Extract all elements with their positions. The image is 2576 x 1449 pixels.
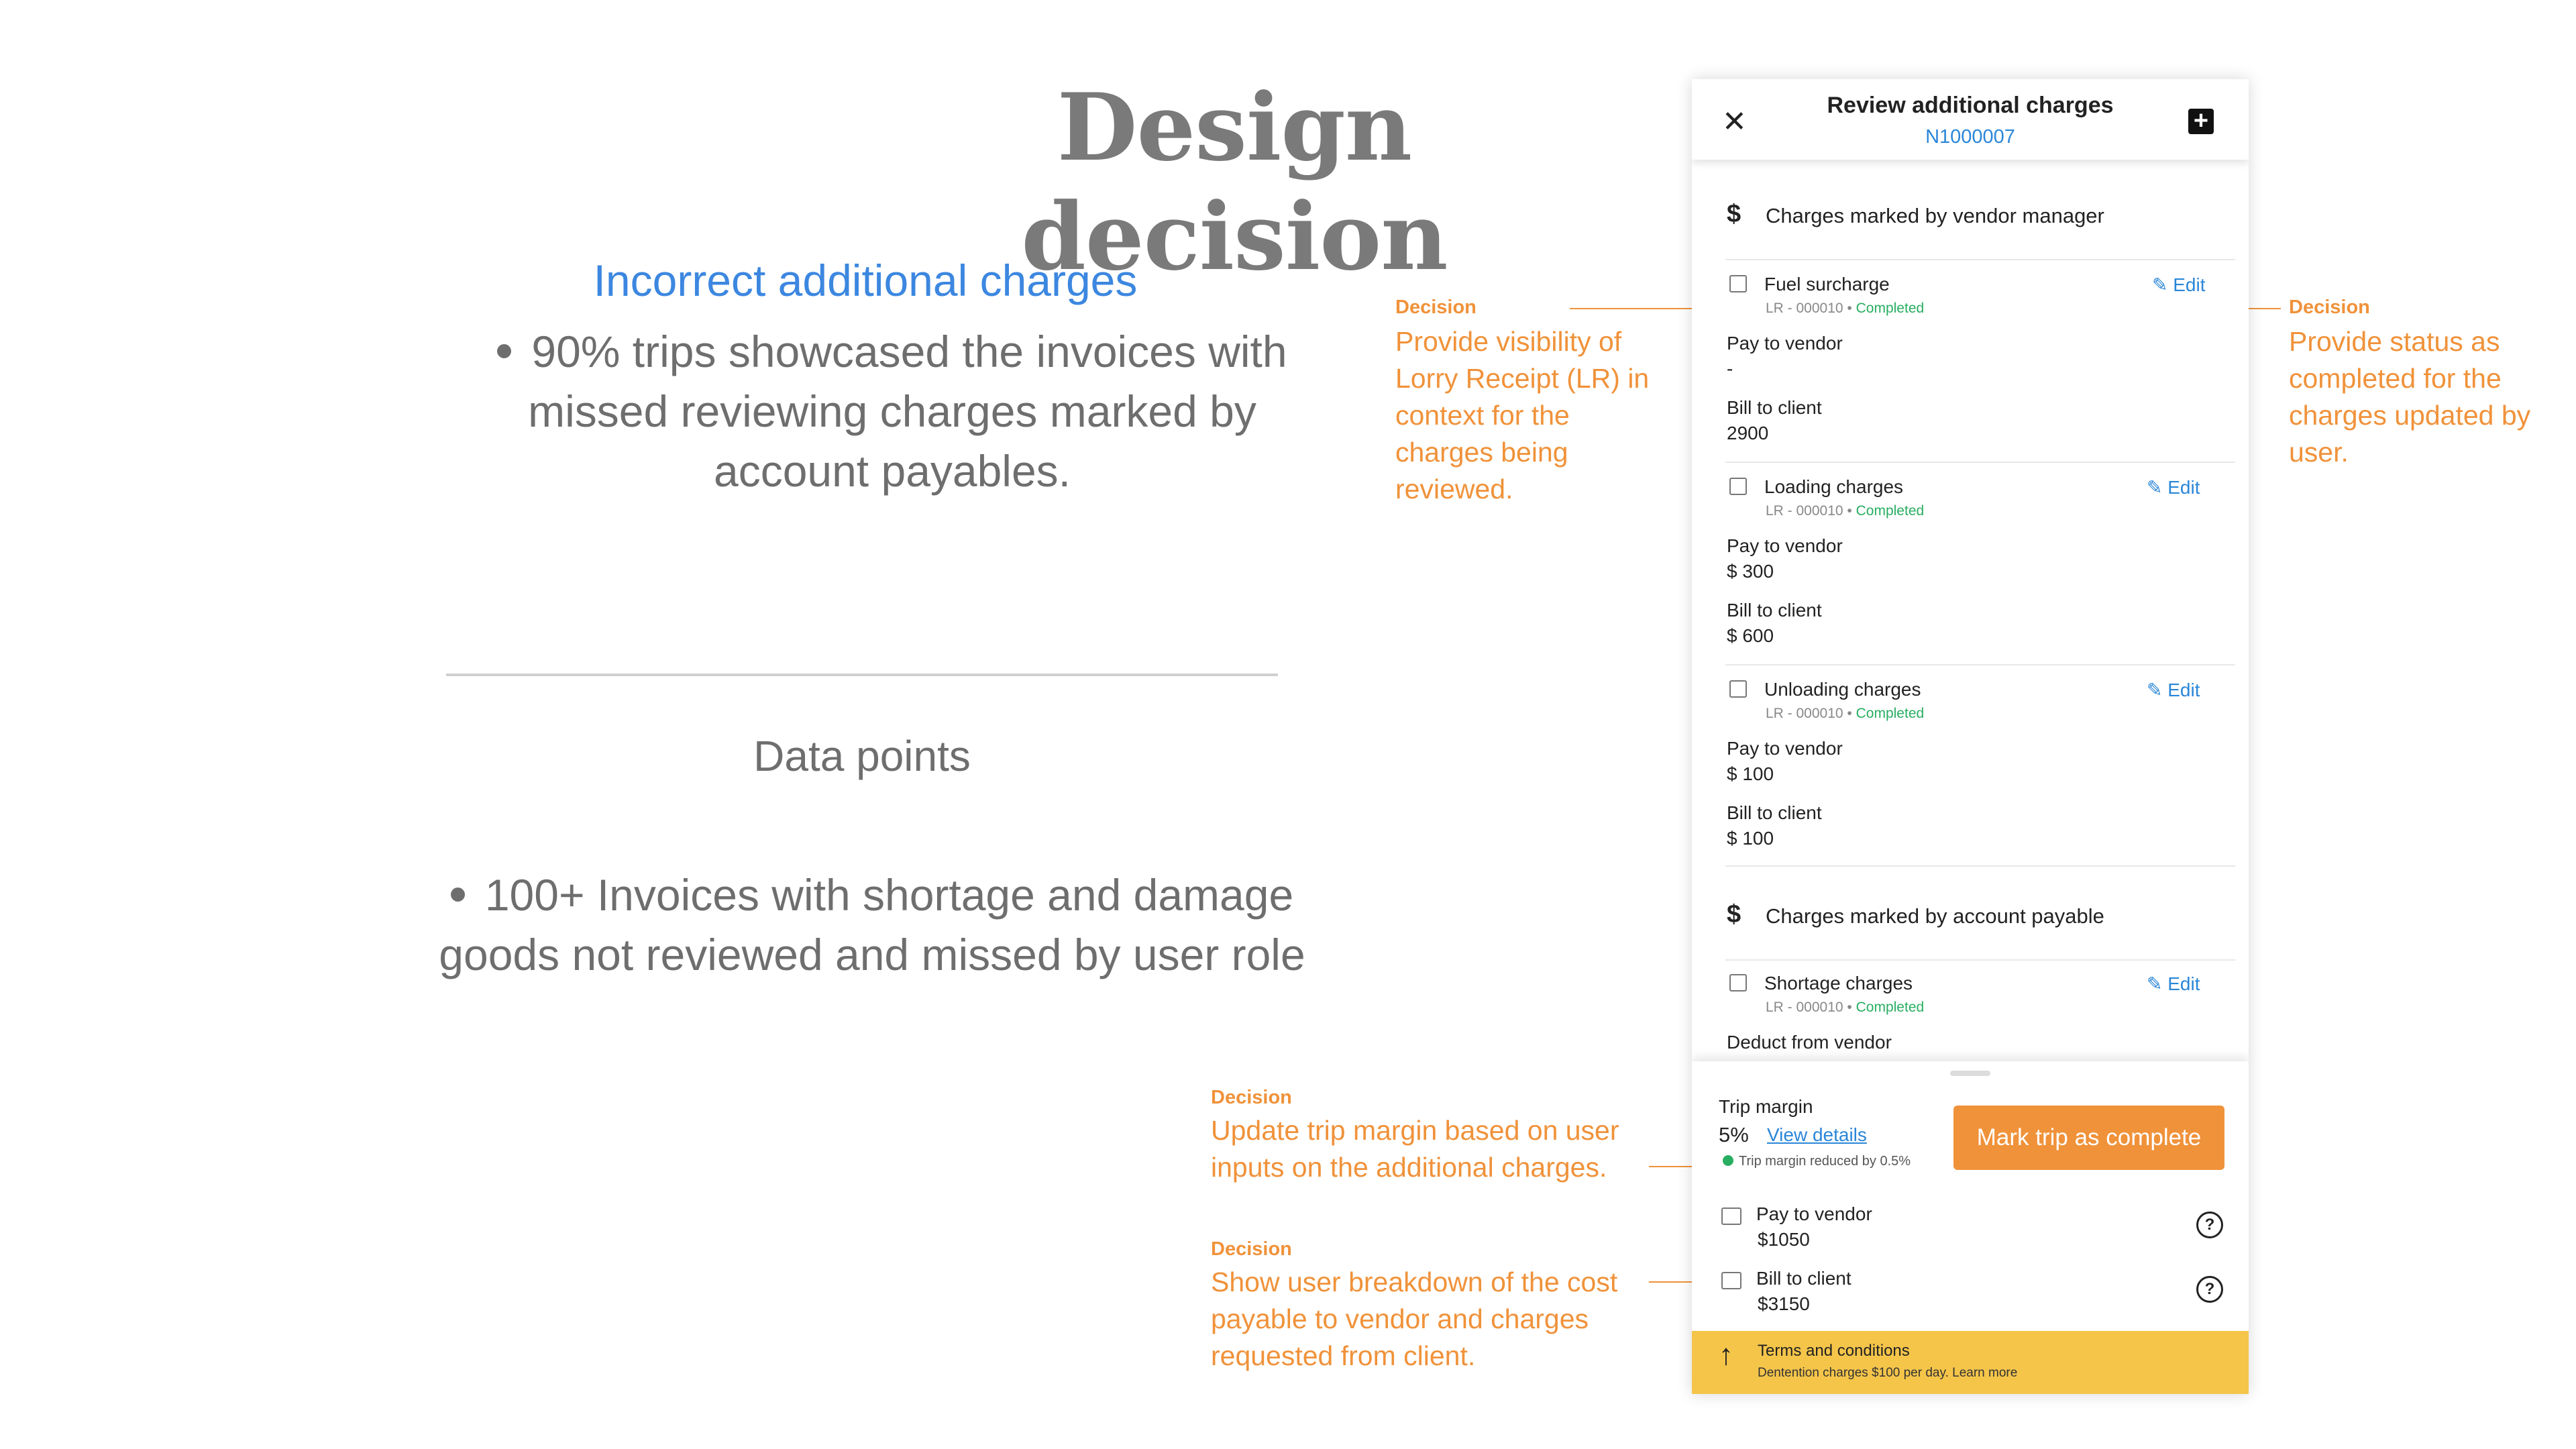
divider [1725,259,2235,260]
lr-number: LR - 000010 [1766,503,1843,519]
edit-button[interactable] [2147,973,2200,995]
field-label: Pay to vendor [1727,738,1843,759]
problem-bullet: 90% trips showcased the invoices with missed reviewing charges marked by account payables. [528,327,1287,496]
arrow-up-icon[interactable]: ↑ [1719,1338,1733,1371]
charge-name: Fuel surcharge [1764,274,1890,294]
invoice-icon [1721,1272,1741,1289]
help-icon[interactable]: ? [2196,1212,2223,1238]
charge-meta: LR - 000010 • Completed [1766,503,1925,519]
trip-id[interactable]: N1000007 [1925,126,2015,148]
review-charges-panel [1692,79,2249,1394]
divider [1725,865,2235,867]
field-value: - [1727,358,1733,379]
annotation-cost-breakdown: Show user breakdown of the cost payable to vendor and charges requested from client. [1211,1267,1618,1371]
pay-to-vendor-label: Pay to vendor [1756,1203,1872,1224]
section-heading-account-payable: Charges marked by account payable [1766,904,2104,928]
sheet-drag-handle[interactable] [1950,1071,1990,1076]
bill-to-client-label: Bill to client [1756,1268,1851,1289]
edit-button[interactable] [2152,274,2206,296]
trip-margin-value: 5% [1719,1123,1749,1146]
warehouse-icon [1729,680,1747,698]
pencil-icon: ✎ [2147,973,2163,994]
annotation-label: Decision [1395,297,1477,318]
dollar-icon: $ [1727,900,1741,928]
slide-title: Design decision [1021,72,1448,291]
status-badge: Completed [1856,706,1925,721]
charge-name: Unloading charges [1764,679,1921,700]
charge-name: Shortage charges [1764,973,1913,994]
status-badge: Completed [1856,301,1925,316]
charge-meta: LR - 000010 • Completed [1766,301,1925,316]
lr-number: LR - 000010 [1766,1000,1843,1015]
help-icon[interactable]: ? [2196,1276,2223,1303]
warehouse-icon [1729,478,1747,495]
edit-label: Edit [2167,973,2200,994]
field-label: Bill to client [1727,600,1822,621]
problem-title: Incorrect additional charges [593,256,1138,305]
wallet-icon [1721,1208,1741,1225]
terms-title: Terms and conditions [1758,1342,1910,1360]
bill-to-client-value: $3150 [1758,1293,1810,1314]
edit-label: Edit [2167,477,2200,498]
field-label: Pay to vendor [1727,333,1843,354]
terms-subtitle: Dentention charges $100 per day. Learn more [1758,1366,2018,1380]
field-value: $ 300 [1727,561,1774,582]
annotation-trip-margin: Update trip margin based on user inputs on the additional charges. [1211,1115,1619,1183]
status-badge: Completed [1856,503,1925,519]
edit-button[interactable] [2147,476,2200,498]
fuel-pump-icon [1729,275,1747,292]
divider [1725,462,2235,463]
field-label: Bill to client [1727,802,1822,823]
terms-banner[interactable] [1692,1331,2249,1394]
edit-label: Edit [2173,274,2206,295]
dollar-icon: $ [1727,200,1741,228]
annotation-label: Decision [1211,1238,1292,1260]
field-value: $ 600 [1727,625,1774,646]
plus-icon[interactable]: + [2188,109,2214,134]
field-value: $ 100 [1727,828,1774,849]
mark-trip-complete-button[interactable]: Mark trip as complete [1953,1106,2224,1170]
field-label: Deduct from vendor [1727,1032,1892,1053]
annotation-label: Decision [1211,1087,1292,1108]
pay-to-vendor-value: $1050 [1758,1229,1810,1250]
field-label: Pay to vendor [1727,535,1843,556]
field-label: Bill to client [1727,397,1822,418]
data-point-bullet: 100+ Invoices with shortage and damage goods not reviewed and missed by user role [439,870,1305,979]
section-divider [446,674,1278,676]
data-points-title: Data points [753,732,971,780]
annotation-lr-visibility: Provide visibility of Lorry Receipt (LR) in context for the charges being reviewed. [1395,326,1650,504]
pencil-icon: ✎ [2147,680,2163,700]
bullet-icon [451,888,465,902]
edit-button[interactable] [2147,679,2200,701]
annotation-completed-status: Provide status as completed for the charges updated by user. [2289,326,2531,468]
field-value: $ 100 [1727,763,1774,784]
lr-number: LR - 000010 [1766,301,1843,316]
bullet-icon [497,344,511,358]
close-icon[interactable]: ✕ [1722,105,1747,138]
annotation-label: Decision [2289,297,2370,318]
trip-margin-label: Trip margin [1719,1096,1813,1117]
margin-note: Trip margin reduced by 0.5% [1739,1154,1911,1169]
pencil-icon: ✎ [2152,274,2168,295]
pencil-icon: ✎ [2147,477,2163,498]
status-badge: Completed [1856,1000,1925,1015]
charge-name: Loading charges [1764,476,1904,497]
section-heading-vendor-manager: Charges marked by vendor manager [1766,204,2104,227]
divider [1725,664,2235,665]
divider [1725,959,2235,961]
view-details-link[interactable]: View details [1767,1124,1867,1145]
field-value: 2900 [1727,423,1769,443]
status-dot-icon [1723,1155,1733,1166]
charge-meta: LR - 000010 • Completed [1766,706,1925,721]
panel-title: Review additional charges [1827,93,2114,118]
panel-header [1692,79,2249,160]
problem-bullet-list [490,322,1295,501]
data-points-bullet-list [429,865,1315,985]
lr-number: LR - 000010 [1766,706,1843,721]
edit-label: Edit [2167,680,2200,700]
warehouse-icon [1729,974,1747,991]
charge-meta: LR - 000010 • Completed [1766,1000,1925,1015]
